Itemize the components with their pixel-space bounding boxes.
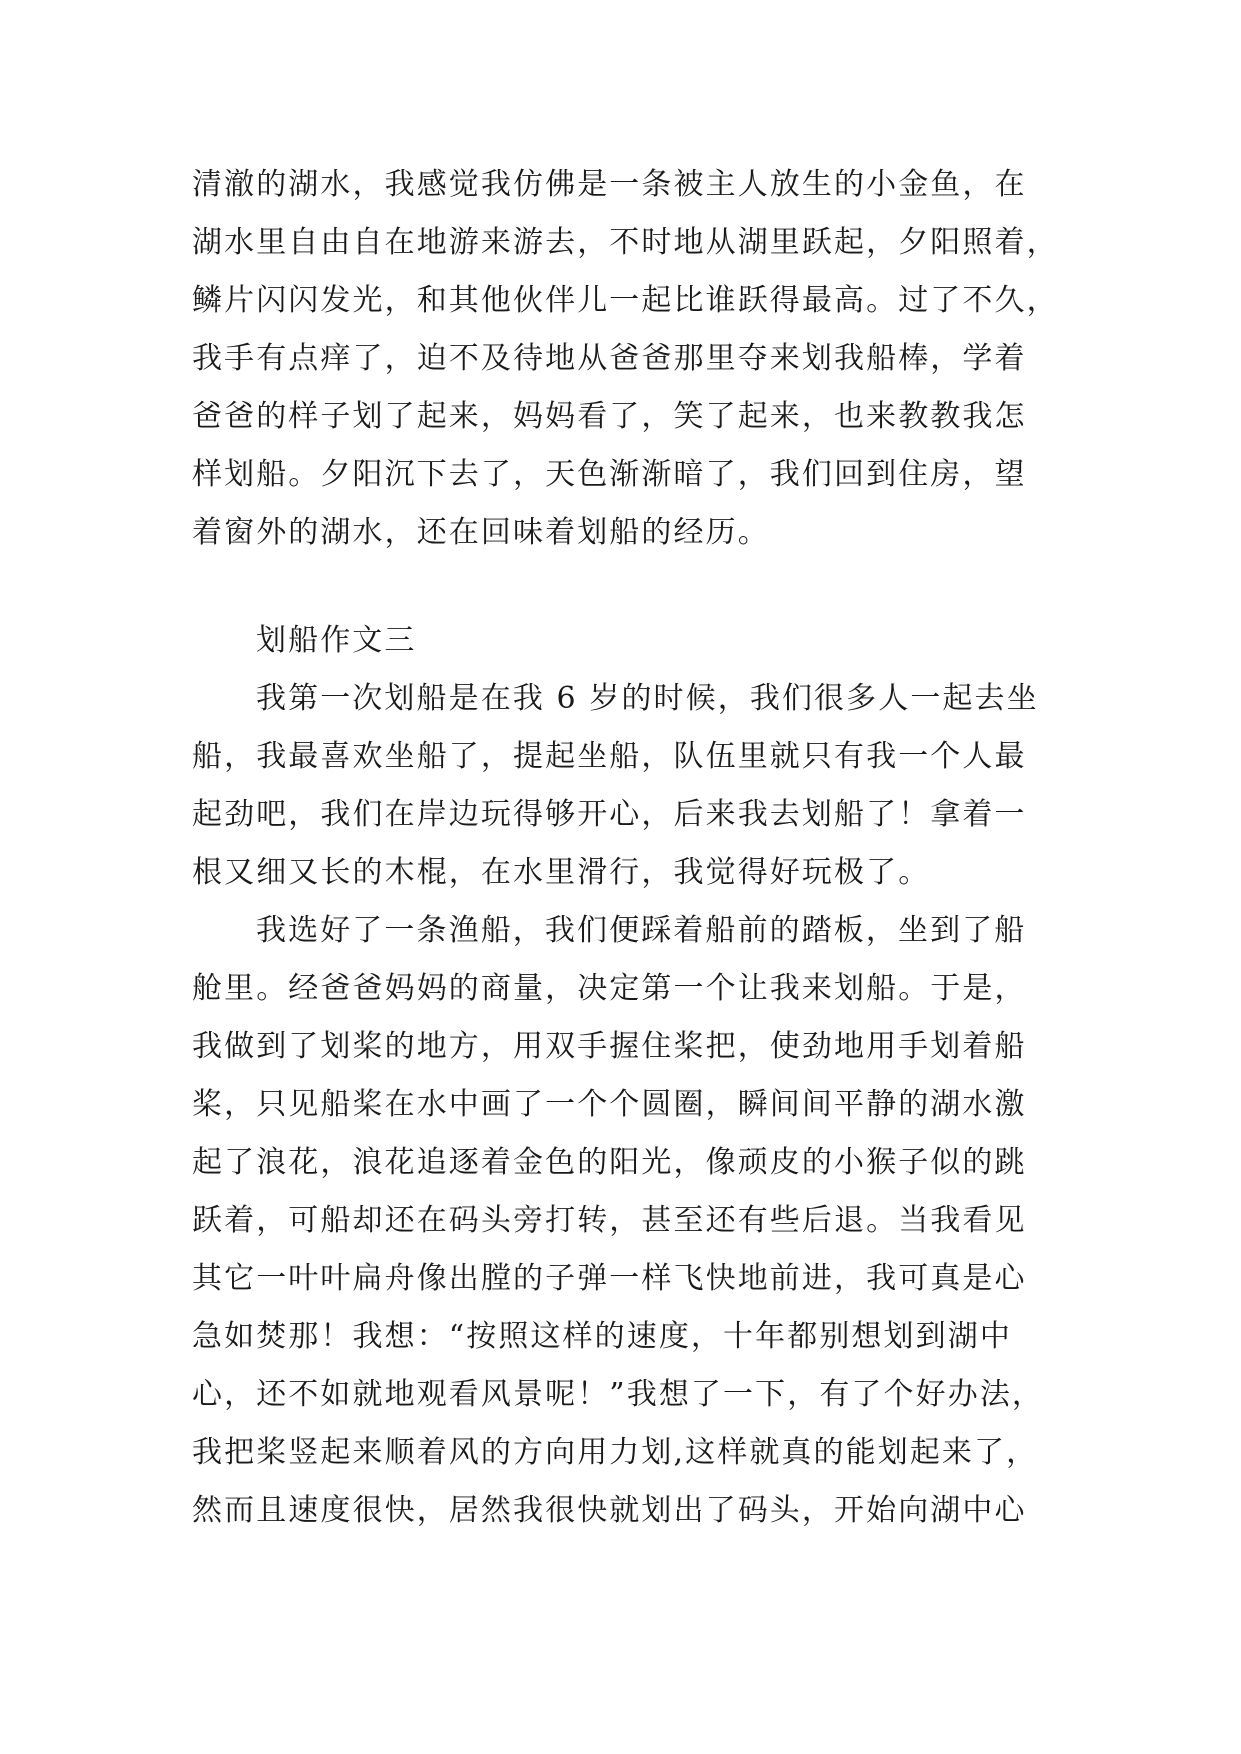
text-line: 我第一次划船是在我 6 岁的时候，我们很多人一起去坐 xyxy=(256,681,1039,716)
text-line: 其它一叶叶扁舟像出膛的子弹一样飞快地前进，我可真是心 xyxy=(192,1261,1027,1296)
text-line: 起劲吧，我们在岸边玩得够开心，后来我去划船了！拿着一 xyxy=(192,797,1027,832)
text-line: 起了浪花，浪花追逐着金色的阳光，像顽皮的小猴子似的跳 xyxy=(192,1145,1027,1180)
text-line: 样划船。夕阳沉下去了，天色渐渐暗了，我们回到住房，望 xyxy=(192,457,1027,492)
text-line: 湖水里自由自在地游来游去，不时地从湖里跃起，夕阳照着， xyxy=(192,225,1059,260)
text-line: 我做到了划桨的地方，用双手握住桨把，使劲地用手划着船 xyxy=(192,1029,1027,1064)
text-line: 我手有点痒了，迫不及待地从爸爸那里夺来划我船棒，学着 xyxy=(192,341,1027,376)
paragraph-two xyxy=(192,902,1052,1540)
text-line: 舱里。经爸爸妈妈的商量，决定第一个让我来划船。于是， xyxy=(192,971,1027,1006)
text-line: 清澈的湖水，我感觉我仿佛是一条被主人放生的小金鱼，在 xyxy=(192,167,1027,202)
text-line: 跃着，可船却还在码头旁打转，甚至还有些后退。当我看见 xyxy=(192,1203,1027,1238)
text-line: 桨，只见船桨在水中画了一个个圆圈，瞬间间平静的湖水激 xyxy=(192,1087,1027,1122)
essay-section-three xyxy=(192,612,1052,1540)
text-line: 心，还不如就地观看风景呢！”我想了一下，有了个好办法， xyxy=(192,1377,1045,1412)
text-line: 爸爸的样子划了起来，妈妈看了，笑了起来，也来教教我怎 xyxy=(192,399,1027,434)
text-line: 根又细又长的木棍，在水里滑行，我觉得好玩极了。 xyxy=(192,855,931,890)
text-line: 急如焚那！我想：“按照这样的速度，十年都别想划到湖中 xyxy=(192,1319,1012,1354)
text-line: 船，我最喜欢坐船了，提起坐船，队伍里就只有我一个人最 xyxy=(192,739,1027,774)
text-line: 鳞片闪闪发光，和其他伙伴儿一起比谁跃得最高。过了不久， xyxy=(192,283,1059,318)
paragraph-one xyxy=(192,670,1052,902)
text-line: 我选好了一条渔船，我们便踩着船前的踏板，坐到了船 xyxy=(256,913,1027,948)
section-title: 划船作文三 xyxy=(256,623,417,658)
text-line: 然而且速度很快，居然我很快就划出了码头，开始向湖中心 xyxy=(192,1493,1027,1528)
text-line: 我把桨竖起来顺着风的方向用力划,这样就真的能划起来了， xyxy=(192,1435,1039,1470)
continuation-paragraph xyxy=(192,156,1059,562)
text-line: 着窗外的湖水，还在回味着划船的经历。 xyxy=(192,515,770,550)
